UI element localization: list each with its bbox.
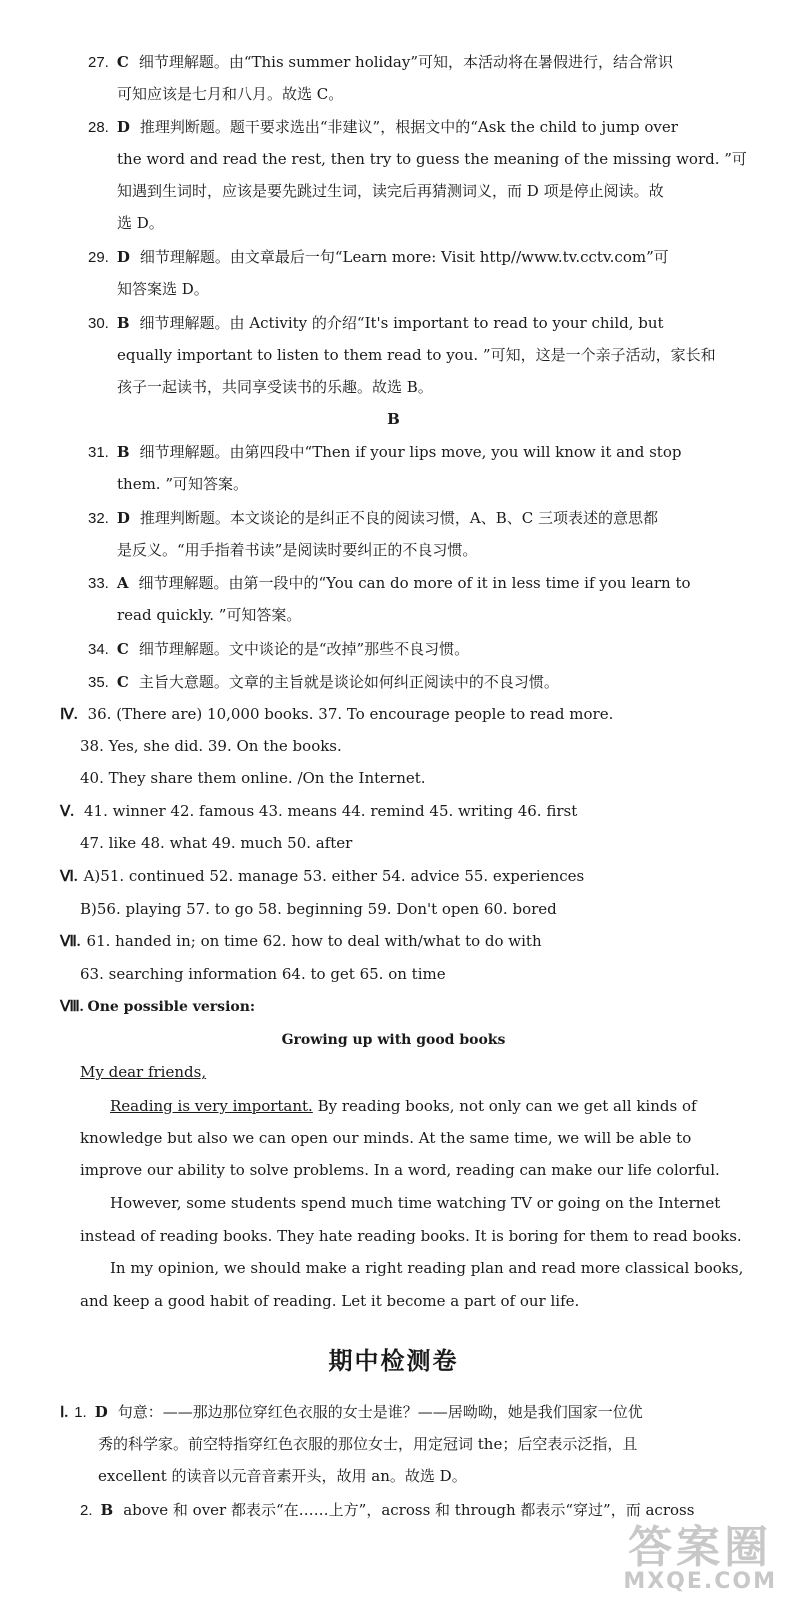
question-number: 30. bbox=[88, 315, 109, 332]
answer-letter: D bbox=[116, 248, 130, 266]
section-text: 36. (There are) 10,000 books. 37. To encourage people to read more. bbox=[87, 705, 614, 723]
essay-topic-sentence: Reading is very important. bbox=[110, 1097, 313, 1115]
essay-paragraph-3-line-1: In my opinion, we should make a right reading plan and read more classical books, bbox=[110, 1259, 744, 1277]
answer-32-cont: 是反义。“用手指着书读”是阅读时要纠正的不良习惯。 bbox=[117, 541, 478, 559]
answer-35 bbox=[88, 672, 559, 693]
section-roman: Ⅵ. bbox=[60, 869, 78, 885]
section-8 bbox=[60, 996, 255, 1017]
answer-31 bbox=[88, 442, 681, 463]
essay-paragraph-1-line-1 bbox=[110, 1096, 697, 1116]
essay-title: Growing up with good books bbox=[281, 1032, 506, 1048]
section-text: 41. winner 42. famous 43. means 44. remind 45. writing 46. first bbox=[84, 802, 578, 820]
section-4-line-3: 40. They share them online. /On the Internet. bbox=[80, 769, 426, 787]
explanation-text: 细节理解题。由“This summer holiday”可知，本活动将在暑假进行，结合常识 bbox=[138, 53, 674, 71]
midterm-title: 期中检测卷 bbox=[328, 1347, 459, 1375]
answer-33 bbox=[88, 573, 691, 594]
explanation-text: 细节理解题。由第四段中“Then if your lips move, you will know it and stop bbox=[139, 443, 682, 461]
answer-28-cont-2: 知遇到生词时，应该是要先跳过生词，读完后再猜测词义，而 D 项是停止阅读。故 bbox=[117, 182, 664, 200]
essay-paragraph-1-line-2: knowledge but also we can open our minds. At the same time, we will be able to bbox=[80, 1129, 692, 1147]
explanation-text: 句意：——那边那位穿红色衣服的女士是谁？——居呦呦，她是我们国家一位优 bbox=[117, 1403, 643, 1421]
answer-letter: C bbox=[116, 673, 129, 691]
question-number: 31. bbox=[88, 444, 109, 461]
answer-32 bbox=[88, 508, 658, 529]
question-number: 2. bbox=[80, 1502, 93, 1519]
essay-paragraph-3-line-2: and keep a good habit of reading. Let it become a part of our life. bbox=[80, 1292, 580, 1310]
answer-letter: D bbox=[116, 118, 130, 136]
answer-29 bbox=[88, 247, 669, 268]
answer-letter: B bbox=[116, 443, 130, 461]
section-roman: Ⅰ. bbox=[60, 1405, 69, 1421]
section-7-line-2: 63. searching information 64. to get 65. on time bbox=[80, 965, 446, 983]
answer-30-cont-1: equally important to listen to them read to you. ”可知，这是一个亲子活动，家长和 bbox=[117, 346, 716, 364]
section-text: 61. handed in; on time 62. how to deal with/what to do with bbox=[86, 932, 542, 950]
midterm-question-1-cont-1: 秀的科学家。前空特指穿红色衣服的那位女士，用定冠词 the；后空表示泛指，且 bbox=[98, 1435, 638, 1453]
answer-33-cont: read quickly. ”可知答案。 bbox=[117, 606, 302, 624]
answer-letter: D bbox=[94, 1403, 108, 1421]
essay-text: By reading books, not only can we get all kinds of bbox=[312, 1097, 697, 1115]
answer-30 bbox=[88, 313, 664, 334]
essay-salutation: My dear friends, bbox=[80, 1063, 207, 1081]
answer-31-cont: them. ”可知答案。 bbox=[117, 475, 248, 493]
explanation-text: 细节理解题。文中谈论的是“改掉”那些不良习惯。 bbox=[138, 640, 470, 658]
answer-29-cont: 知答案选 D。 bbox=[117, 280, 209, 298]
section-text: A)51. continued 52. manage 53. either 54. advice 55. experiences bbox=[83, 867, 585, 885]
section-roman: Ⅴ. bbox=[60, 804, 75, 820]
midterm-question-1 bbox=[60, 1402, 643, 1423]
answer-34 bbox=[88, 639, 469, 660]
essay-paragraph-2-line-2: instead of reading books. They hate reading books. It is boring for them to read books. bbox=[80, 1227, 742, 1245]
essay-paragraph-1-line-3: improve our ability to solve problems. In a word, reading can make our life colorful. bbox=[80, 1161, 720, 1179]
question-number: 34. bbox=[88, 641, 109, 658]
watermark-logo bbox=[623, 1522, 777, 1594]
question-number: 27. bbox=[88, 54, 109, 71]
midterm-question-1-cont-2: excellent 的读音以元音音素开头，故用 an。故选 D。 bbox=[98, 1467, 467, 1485]
explanation-text: 细节理解题。由文章最后一句“Learn more: Visit http//www.tv.cctv.com”可 bbox=[139, 248, 669, 266]
watermark-domain: MXQE.COM bbox=[623, 1569, 777, 1594]
answer-letter: C bbox=[116, 53, 129, 71]
explanation-text: 细节理解题。由第一段中的“You can do more of it in less time if you learn to bbox=[138, 574, 691, 592]
question-number: 35. bbox=[88, 674, 109, 691]
section-4 bbox=[60, 704, 613, 725]
section-5-line-2: 47. like 48. what 49. much 50. after bbox=[80, 834, 353, 852]
answer-letter: B bbox=[100, 1501, 114, 1519]
question-number: 33. bbox=[88, 575, 109, 592]
section-b-heading: B bbox=[387, 410, 400, 428]
answer-27 bbox=[88, 52, 673, 73]
answer-letter: A bbox=[116, 574, 129, 592]
question-number: 1. bbox=[74, 1404, 87, 1421]
question-number: 32. bbox=[88, 510, 109, 527]
section-roman: Ⅷ. bbox=[60, 999, 84, 1015]
explanation-text: 推理判断题。本文谈论的是纠正不良的阅读习惯，A、B、C 三项表述的意思都 bbox=[139, 509, 658, 527]
section-4-line-2: 38. Yes, she did. 39. On the books. bbox=[80, 737, 342, 755]
watermark-logo-text: 答案圈 bbox=[628, 1522, 773, 1573]
answer-28-cont-1: the word and read the rest, then try to guess the meaning of the missing word. ”可 bbox=[117, 150, 747, 168]
section-6 bbox=[60, 866, 584, 887]
explanation-text: above 和 over 都表示“在……上方”，across 和 through 都表示“穿过”，而 across bbox=[123, 1501, 695, 1519]
question-number: 28. bbox=[88, 119, 109, 136]
section-roman: Ⅶ. bbox=[60, 934, 81, 950]
section-6-line-2: B)56. playing 57. to go 58. beginning 59. Don't open 60. bored bbox=[80, 900, 557, 918]
answer-30-cont-2: 孩子一起读书，共同享受读书的乐趣。故选 B。 bbox=[117, 378, 433, 396]
section-roman: Ⅳ. bbox=[60, 707, 78, 723]
midterm-question-2 bbox=[80, 1500, 694, 1521]
question-number: 29. bbox=[88, 249, 109, 266]
section-7 bbox=[60, 931, 542, 952]
explanation-text: 细节理解题。由 Activity 的介绍“It's important to read to your child, but bbox=[139, 314, 664, 332]
answer-letter: C bbox=[116, 640, 129, 658]
answer-letter: D bbox=[116, 509, 130, 527]
essay-paragraph-2-line-1: However, some students spend much time watching TV or going on the Internet bbox=[110, 1194, 721, 1212]
section-5 bbox=[60, 801, 577, 822]
answer-letter: B bbox=[116, 314, 130, 332]
answer-28-cont-3: 选 D。 bbox=[117, 214, 164, 232]
section-text: One possible version: bbox=[87, 999, 256, 1015]
explanation-text: 推理判断题。题干要求选出“非建议”，根据文中的“Ask the child to jump over bbox=[139, 118, 678, 136]
answer-28 bbox=[88, 117, 678, 138]
answer-27-cont: 可知应该是七月和八月。故选 C。 bbox=[117, 85, 344, 103]
explanation-text: 主旨大意题。文章的主旨就是谈论如何纠正阅读中的不良习惯。 bbox=[138, 673, 559, 691]
